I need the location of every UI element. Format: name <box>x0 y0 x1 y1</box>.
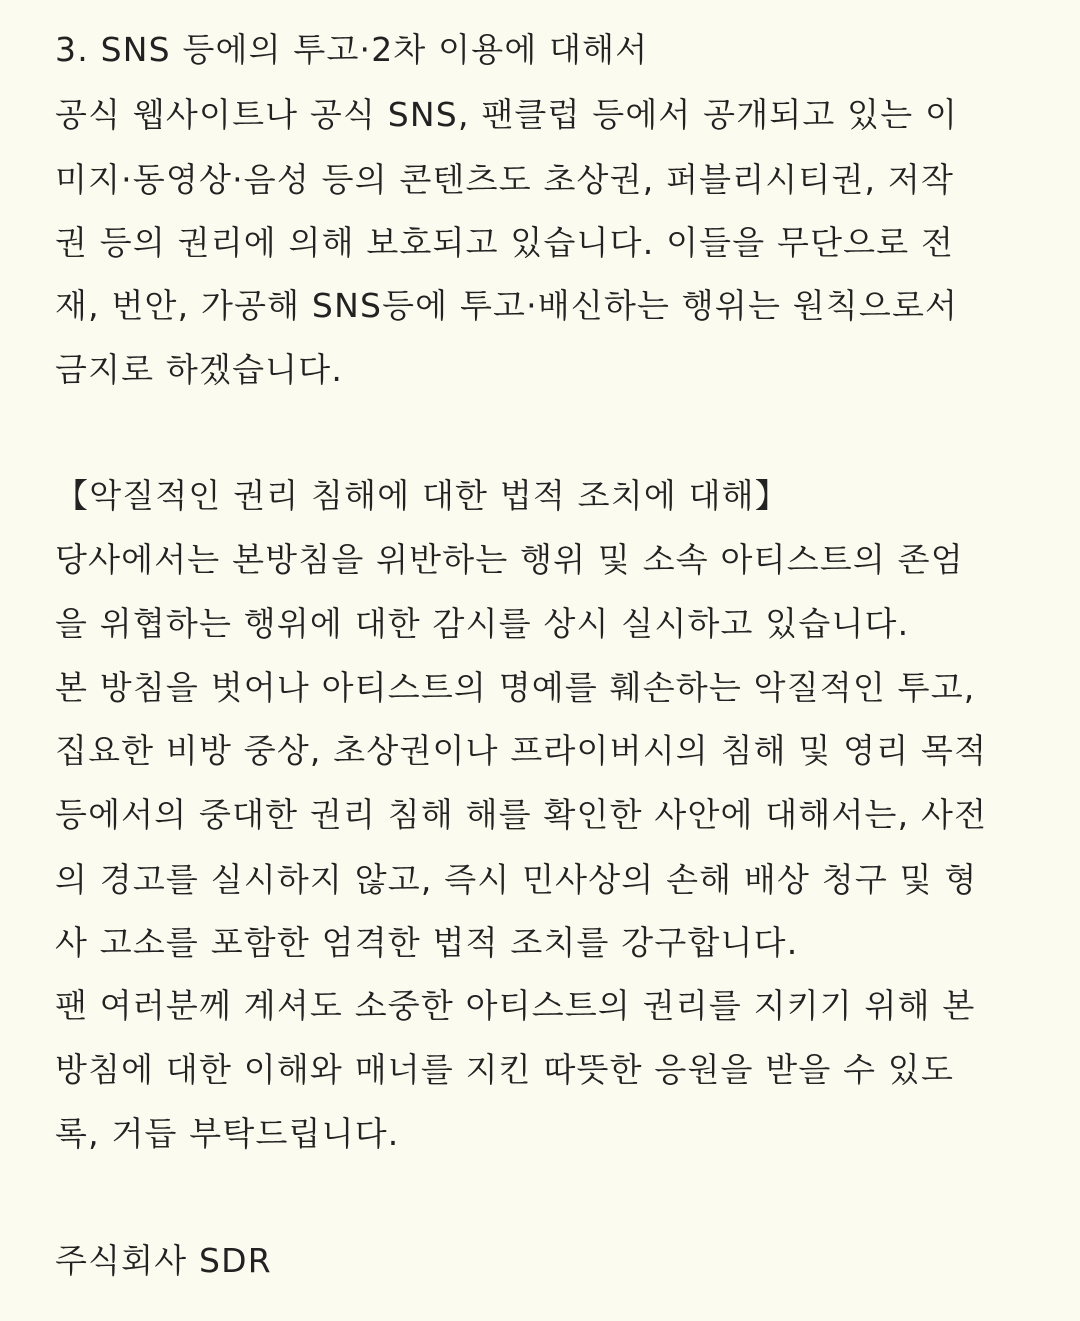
legal-action-line: 을 위협하는 행위에 대한 감시를 상시 실시하고 있습니다. <box>55 604 910 643</box>
legal-action-heading: 【악질적인 권리 침해에 대한 법적 조치에 대해】 <box>55 476 789 515</box>
company-signature: 주식회사 SDR <box>55 1241 272 1280</box>
legal-action-line: 의 경고를 실시하지 않고, 즉시 민사상의 손해 배상 청구 및 형 <box>55 860 978 899</box>
legal-action-line: 집요한 비방 중상, 초상권이나 프라이버시의 침해 및 영리 목적 <box>55 731 988 770</box>
legal-action-line: 록, 거듭 부탁드립니다. <box>55 1114 400 1153</box>
legal-action-line: 본 방침을 벗어나 아티스트의 명예를 훼손하는 악질적인 투고, <box>55 668 976 707</box>
legal-action-line: 사 고소를 포함한 엄격한 법적 조치를 강구합니다. <box>55 923 799 962</box>
section-3-line: 권 등의 권리에 의해 보호되고 있습니다. 이들을 무단으로 전 <box>55 223 955 262</box>
section-3-heading: 3. SNS 등에의 투고·2차 이용에 대해서 <box>55 30 649 69</box>
legal-action-line: 방침에 대한 이해와 매너를 지킨 따뜻한 응원을 받을 수 있도 <box>55 1050 955 1089</box>
legal-action-line: 등에서의 중대한 권리 침해 해를 확인한 사안에 대해서는, 사전 <box>55 795 988 834</box>
section-3-line: 미지·동영상·음성 등의 콘텐츠도 초상권, 퍼블리시티권, 저작 <box>55 160 955 199</box>
legal-action-line: 팬 여러분께 계셔도 소중한 아티스트의 권리를 지키기 위해 본 <box>55 986 976 1025</box>
section-3-line: 금지로 하겠습니다. <box>55 350 344 389</box>
legal-action-line: 당사에서는 본방침을 위반하는 행위 및 소속 아티스트의 존엄 <box>55 540 964 579</box>
section-3-line: 재, 번안, 가공해 SNS등에 투고·배신하는 행위는 원칙으로서 <box>55 286 959 325</box>
section-3-line: 공식 웹사이트나 공식 SNS, 팬클럽 등에서 공개되고 있는 이 <box>55 95 959 134</box>
